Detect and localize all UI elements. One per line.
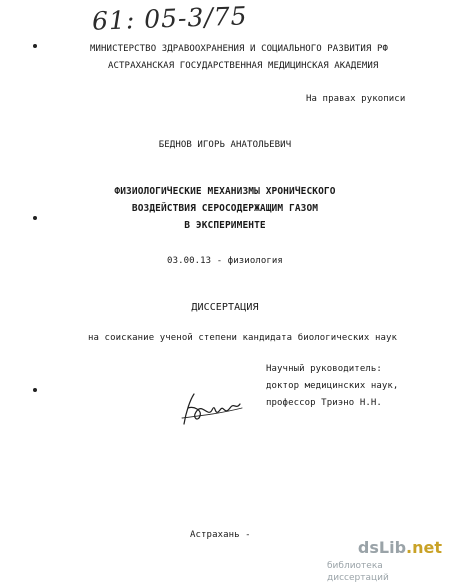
manuscript-rights-note: На правах рукописи: [306, 94, 406, 104]
degree-line: на соискание ученой степени кандидата биологических наук: [88, 333, 398, 343]
dissertation-title-line-1: ФИЗИОЛОГИЧЕСКИЕ МЕХАНИЗМЫ ХРОНИЧЕСКОГО: [114, 186, 336, 197]
academy-line: АСТРАХАНСКАЯ ГОСУДАРСТВЕННАЯ МЕДИЦИНСКАЯ АКАДЕМИЯ: [108, 61, 379, 71]
binding-hole-dot: [33, 388, 37, 392]
document-type: ДИССЕРТАЦИЯ: [191, 302, 259, 313]
dslib-watermark: [327, 538, 442, 583]
ministry-line: МИНИСТЕРСТВО ЗДРАВООХРАНЕНИЯ И СОЦИАЛЬНОГО РАЗВИТИЯ РФ: [90, 44, 388, 54]
dslib-logo: [358, 538, 442, 558]
dissertation-title-line-3: В ЭКСПЕРИМЕНТЕ: [184, 220, 266, 231]
handwritten-archive-code: 61: 05-3/75: [91, 1, 249, 36]
binding-hole-dot: [33, 44, 37, 48]
specialty-code: 03.00.13 - физиология: [167, 256, 283, 266]
dissertation-title-line-2: ВОЗДЕЙСТВИЯ СЕРОСОДЕРЖАЩИМ ГАЗОМ: [131, 203, 319, 214]
supervisor-heading: Научный руководитель:: [266, 364, 382, 374]
supervisor-name: профессор Триэно Н.Н.: [266, 398, 382, 408]
dslib-subtitle: библиотека диссертаций: [327, 561, 389, 583]
dslib-logo-tld: .net: [406, 538, 442, 557]
handwritten-signature: [178, 388, 246, 428]
author-name: БЕДНОВ ИГОРЬ АНАТОЛЬЕВИЧ: [158, 140, 292, 150]
supervisor-degree: доктор медицинских наук,: [266, 381, 399, 391]
city-year: Астрахань -: [190, 530, 251, 540]
dslib-logo-main: dsLib: [357, 538, 407, 557]
